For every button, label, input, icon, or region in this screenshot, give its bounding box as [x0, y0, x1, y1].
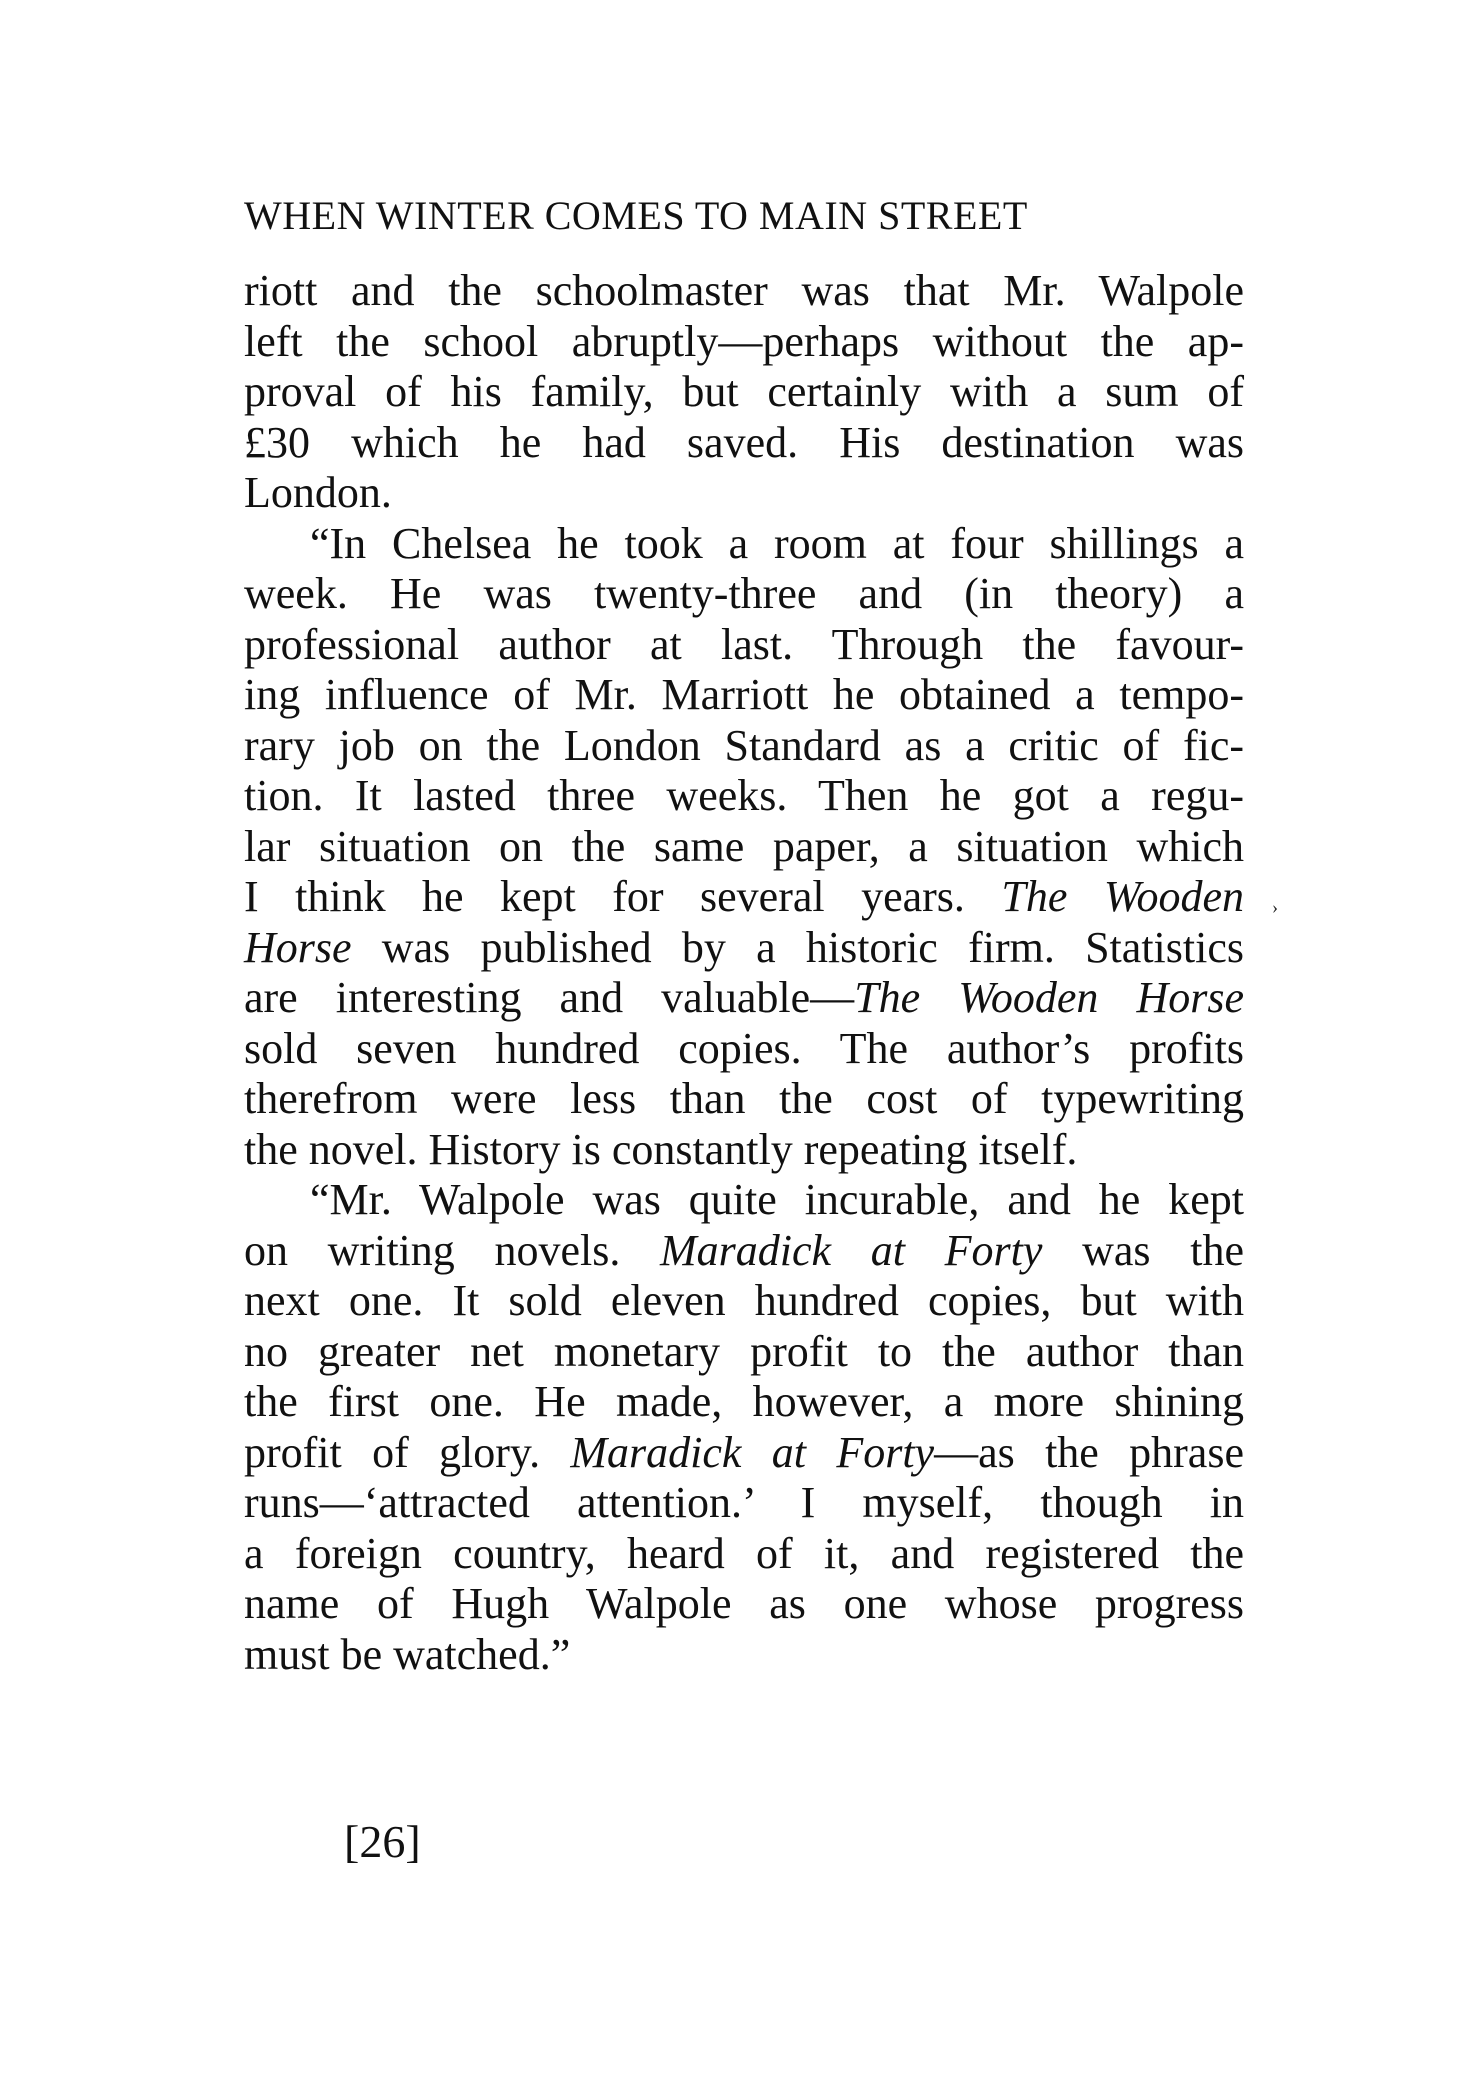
- italic-title: Maradick at Forty: [660, 1225, 1043, 1275]
- text-segment: proval of his family, but certainly with a sum of: [244, 367, 1244, 416]
- text-line: [244, 1276, 1244, 1327]
- text-line: [244, 418, 1244, 469]
- text-line: [244, 266, 1244, 317]
- text-segment: a foreign country, heard of it, and registered the: [244, 1528, 1244, 1578]
- running-head: WHEN WINTER COMES TO MAIN STREET: [244, 193, 1028, 238]
- text-line: [244, 1529, 1244, 1580]
- text-line: [244, 367, 1244, 418]
- text-line: [244, 973, 1244, 1024]
- italic-title: Horse: [244, 922, 352, 972]
- text-line: [244, 1125, 1244, 1176]
- text-segment: name of Hugh Walpole as one whose progress: [244, 1579, 1244, 1628]
- text-segment: on writing novels.: [244, 1225, 661, 1275]
- text-segment: “In Chelsea he took a room at four shillings a: [310, 518, 1244, 568]
- text-segment: riott and the schoolmaster was that Mr. Walpole: [244, 266, 1244, 315]
- text-segment: profit of glory.: [244, 1427, 571, 1477]
- text-segment: no greater net monetary profit to the author than: [244, 1326, 1244, 1376]
- italic-title: Maradick at Forty: [570, 1427, 935, 1477]
- text-line: [244, 1024, 1244, 1075]
- text-segment: are interesting and valuable—: [244, 973, 855, 1022]
- text-line: [244, 1074, 1244, 1125]
- text-line: [244, 1630, 1244, 1681]
- text-segment: tion. It lasted three weeks. Then he got a regu-: [244, 771, 1244, 820]
- text-line: [244, 771, 1244, 822]
- text-line: [244, 519, 1244, 570]
- text-segment: the novel. History is constantly repeating itself.: [244, 1124, 1078, 1174]
- text-line: [244, 1377, 1244, 1428]
- text-segment: therefrom were less than the cost of typewriting: [244, 1074, 1244, 1123]
- text-line: [244, 620, 1244, 671]
- text-segment: lar situation on the same paper, a situation which: [244, 821, 1244, 871]
- text-line: [244, 317, 1244, 368]
- text-segment: runs—‘attracted attention.’ I myself, though in: [244, 1478, 1244, 1527]
- text-segment: left the school abruptly—perhaps without the ap-: [244, 316, 1244, 366]
- text-line: [244, 1428, 1244, 1479]
- margin-mark: ›: [1272, 897, 1278, 917]
- text-segment: next one. It sold eleven hundred copies, but with: [244, 1276, 1244, 1325]
- text-segment: London.: [244, 468, 392, 517]
- text-line: [244, 1175, 1244, 1226]
- text-line: [244, 1226, 1244, 1277]
- text-segment: £30 which he had saved. His destination was: [244, 417, 1244, 467]
- text-line: [244, 670, 1244, 721]
- text-segment: must be watched.”: [244, 1629, 571, 1679]
- text-segment: ing influence of Mr. Marriott he obtained a tempo-: [244, 670, 1244, 719]
- text-segment: —as the phrase: [934, 1427, 1244, 1477]
- text-segment: week. He was twenty-three and (in theory) a: [244, 569, 1244, 618]
- text-segment: the first one. He made, however, a more shining: [244, 1377, 1244, 1426]
- text-segment: rary job on the London Standard as a critic of fic-: [244, 720, 1244, 770]
- body-text: [244, 266, 1244, 1680]
- text-segment: sold seven hundred copies. The author’s profits: [244, 1023, 1244, 1073]
- text-segment: professional author at last. Through the favour-: [244, 619, 1244, 669]
- italic-title: The Wooden Horse: [854, 973, 1244, 1022]
- text-line: [244, 822, 1244, 873]
- text-line: [244, 1327, 1244, 1378]
- text-line: [244, 468, 1244, 519]
- text-line: [244, 1478, 1244, 1529]
- text-line: [244, 923, 1244, 974]
- text-line: [244, 872, 1244, 923]
- text-segment: was the: [1042, 1225, 1244, 1275]
- page-number: [26]: [344, 1816, 421, 1867]
- text-segment: was published by a historic firm. Statistics: [351, 922, 1244, 972]
- text-segment: I think he kept for several years.: [244, 872, 1002, 921]
- italic-title: The Wooden: [1001, 872, 1244, 921]
- text-line: [244, 1579, 1244, 1630]
- text-line: [244, 721, 1244, 772]
- text-segment: “Mr. Walpole was quite incurable, and he kept: [310, 1175, 1244, 1224]
- text-line: [244, 569, 1244, 620]
